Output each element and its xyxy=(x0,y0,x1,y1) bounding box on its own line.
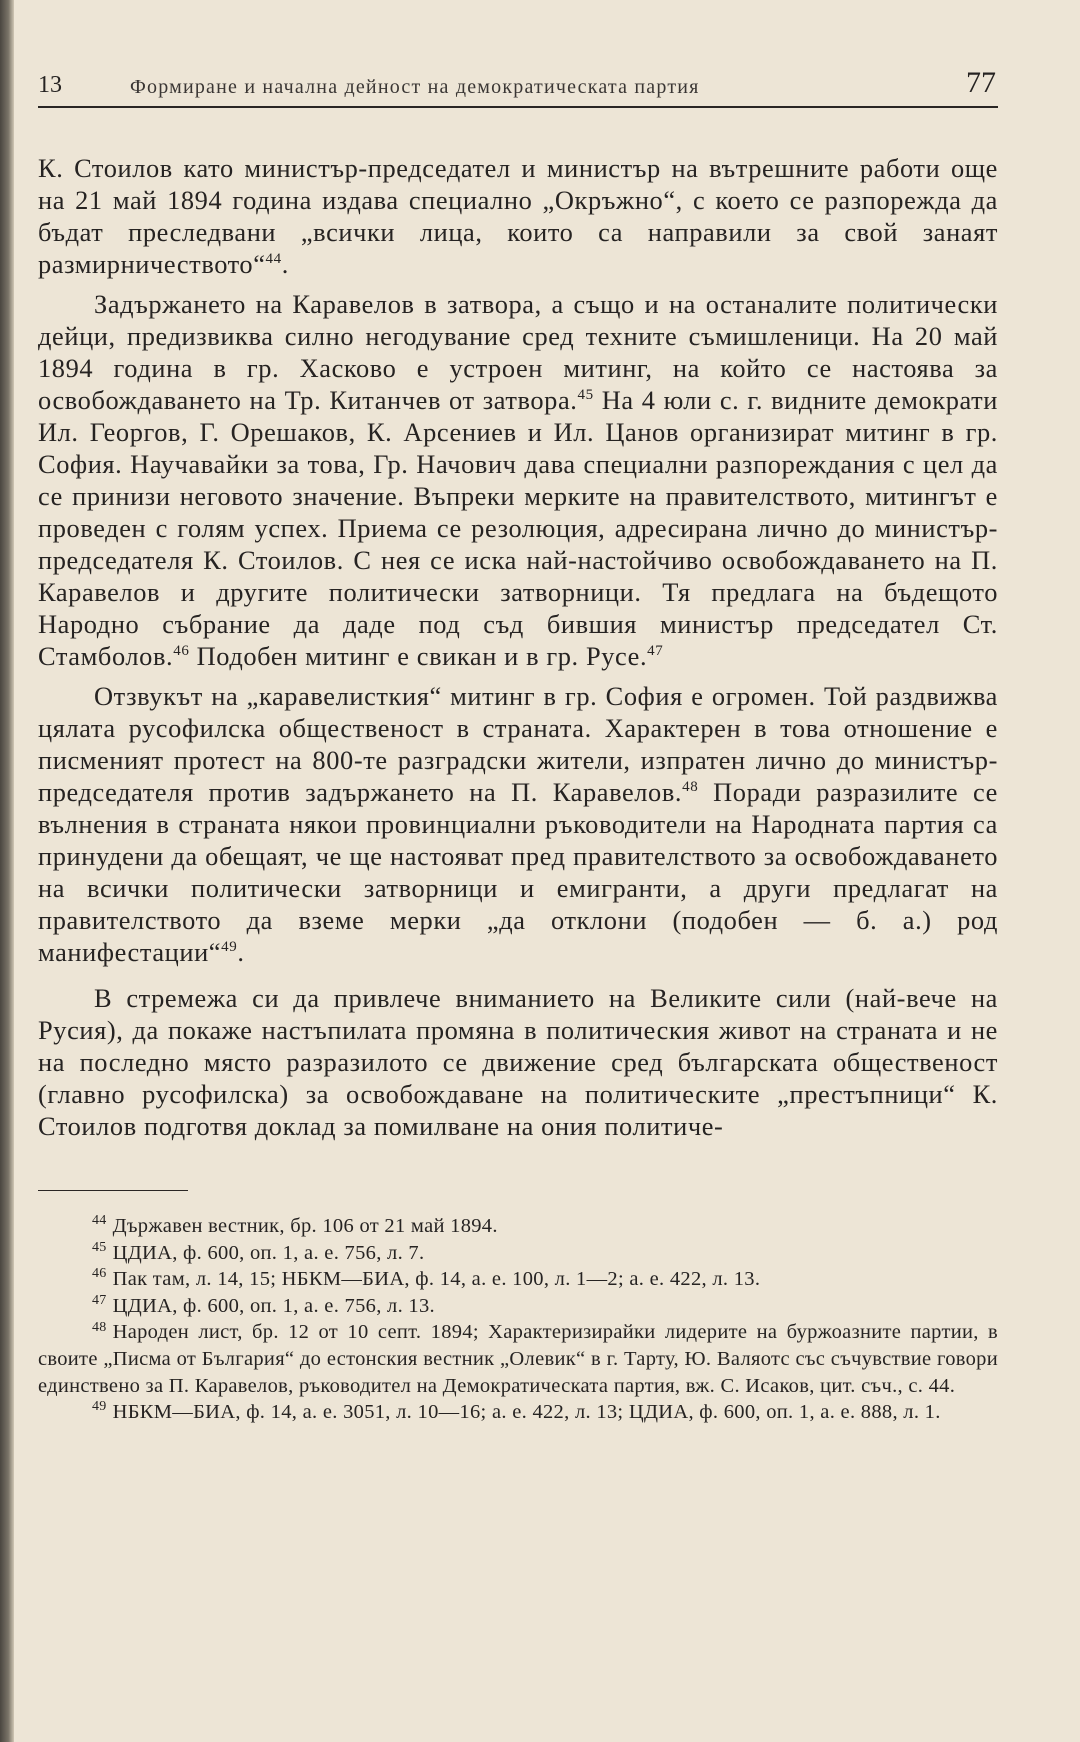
footnote-ref: 45 xyxy=(577,387,594,404)
body-text xyxy=(38,152,998,1142)
footnotes xyxy=(38,1213,998,1426)
footnote xyxy=(38,1319,998,1399)
paragraph-text: На 4 юли с. г. видните демократи Ил. Георгов, Г. Орешаков, К. Арсениев и Ил. Цанов организират митинг в гр. София. Научавайки за това, Гр. Начович дава специални разпореждания с цел да се принизи неговото значение. Въпреки мерките на правителството, митингът е проведен с голям успех. Приема се резолюция, адресирана лично до министър-председателя К. Стоилов. С нея се иска най-настойчиво освобождаването на П. Каравелов и другите политически затворници. Тя предлага на бъдещото Народно събрание да даде под съд бившия министър председател Ст. Стамболов. xyxy=(38,385,998,671)
paragraph-text: Подобен митинг е свикан и в гр. Русе. xyxy=(189,641,648,671)
paragraph-text: К. Стоилов като министър-председател и министър на вътрешните работи още на 21 май 1894 година издава специално „Окръжно“, с което се разпорежда да бъдат преследвани „всички лица, които са направили за свой занаят размирничеството“ xyxy=(38,153,998,279)
footnote-text: Пак там, л. 14, 15; НБКМ—БИА, ф. 14, а. е. 100, л. 1—2; а. е. 422, л. 13. xyxy=(112,1268,761,1291)
running-head xyxy=(38,60,998,108)
paragraph xyxy=(38,288,998,672)
paragraph xyxy=(38,152,998,280)
footnote-divider xyxy=(38,1190,188,1191)
footnote-number: 49 xyxy=(92,1399,107,1415)
footnote-text: ЦДИА, ф. 600, оп. 1, а. е. 756, л. 13. xyxy=(112,1294,435,1317)
footnote-number: 47 xyxy=(92,1292,107,1308)
book-spine-shadow xyxy=(0,0,14,1742)
footnote xyxy=(38,1213,998,1240)
footnote-ref: 46 xyxy=(173,643,190,660)
footnote-ref: 47 xyxy=(647,643,664,660)
footnote-text: Държавен вестник, бр. 106 от 21 май 1894. xyxy=(112,1215,498,1237)
footnote-number: 45 xyxy=(92,1239,107,1255)
running-title: Формиране и начална дейност на демократическата партия xyxy=(130,76,700,98)
paragraph-text: В стремежа си да привлече вниманието на Великите сили (най-вече на Русия), да покаже настъпилата промяна в политическия живот на страната и не на последно място разразилото се движение сред българската общественост (главно русофилска) за освобождаване на политическите „престъпници“ К. Стоилов подготвя доклад за помилване на ония политиче- xyxy=(38,983,998,1141)
footnote-number: 48 xyxy=(92,1319,107,1335)
paragraph-text: . xyxy=(237,937,245,967)
footnote xyxy=(38,1266,998,1293)
page-number: 77 xyxy=(966,66,996,99)
footnote-ref: 44 xyxy=(265,251,282,268)
footnote-number: 46 xyxy=(92,1266,107,1282)
footnote xyxy=(38,1399,998,1426)
paragraph-text: Отзвукът на „каравелисткия“ митинг в гр. София е огромен. Той раздвижва цялата русофилска общественост в страната. Характерен в това отношение е писменият протест на 800-те разградски жители, изпратен лично до министър-председателя против задържането на П. Каравелов. xyxy=(38,681,998,807)
footnote-ref: 48 xyxy=(682,779,699,796)
paragraph-text: Поради разразилите се вълнения в страната някои провинциални ръководители на Народната партия са принудени да обещаят, че ще настояват пред правителството за освобождаването на всички политически затворници и емигранти, а други предлагат на правителството да вземе мерки „да отклони (подобен — б. а.) род манифестации“ xyxy=(38,777,998,967)
footnote-ref: 49 xyxy=(221,939,238,956)
paragraph-text: Задържането на Каравелов в затвора, а също и на останалите политически дейци, предизвиква силно негодувание сред техните съмишленици. На 20 май 1894 година в гр. Хасково е устроен митинг, на който се настоява за освобождаването на Тр. Китанчев от затвора. xyxy=(38,289,998,415)
chapter-number: 13 xyxy=(38,72,62,98)
footnote-number: 44 xyxy=(92,1213,107,1229)
footnote-text: НБКМ—БИА, ф. 14, а. е. 3051, л. 10—16; а. е. 422, л. 13; ЦДИА, ф. 600, оп. 1, а. е. 888, л. 1. xyxy=(112,1401,941,1424)
footnote-text: ЦДИА, ф. 600, оп. 1, а. е. 756, л. 7. xyxy=(112,1241,425,1264)
paragraph xyxy=(38,982,998,1142)
paragraph-text: . xyxy=(281,249,289,279)
paragraph xyxy=(38,680,998,968)
book-page xyxy=(38,60,998,1426)
footnote-text: Народен лист, бр. 12 от 10 септ. 1894; Характеризирайки лидерите на буржоазните партии, в своите „Писма от България“ до естонския вестник „Олевик“ в г. Тарту, Ю. Валяотс със съчувствие говори единствено за П. Каравелов, ръководител на Демократическата партия, вж. С. Исаков, цит. съч., с. 44. xyxy=(38,1321,998,1397)
footnote xyxy=(38,1240,998,1267)
footnote xyxy=(38,1293,998,1320)
